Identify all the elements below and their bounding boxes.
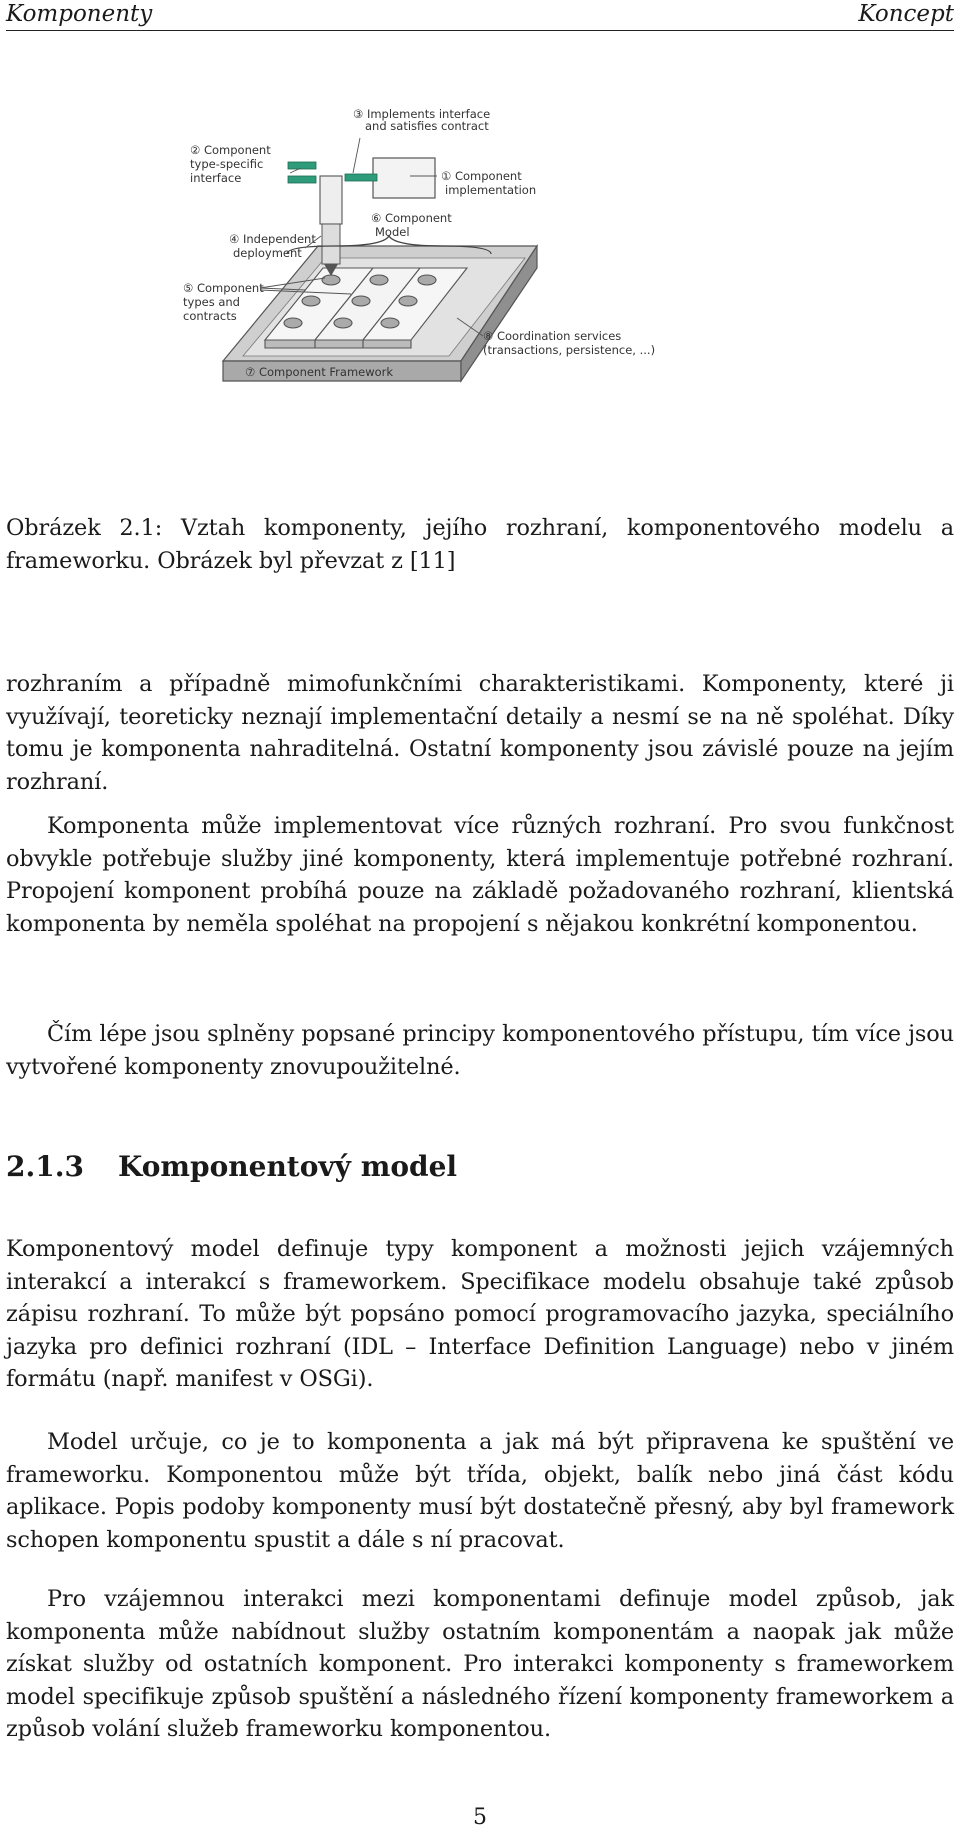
paragraph-5-text: Model určuje, co je to komponenta a jak má být připravena ke spuštění ve frameworku. Komponentou může být třída, objekt, balík nebo jiná část kódu aplikace. Popis podoby komponenty musí být dostatečně přesný, aby byl framework schopen komponentu spustit a dále s ní pracovat. [6,1429,954,1553]
label-3a: ③ Implements interface [353,107,491,121]
svg-text:interface [190,171,241,185]
page-number: 5 [473,1805,487,1830]
svg-text:(transactions, persistence, .. [483,343,655,357]
label-4a: ④ Independent [229,232,316,246]
svg-text:⑧ Coordination services [483,329,621,343]
paragraph-1-text: rozhraním a případně mimofunkčními charakteristikami. Komponenty, které ji využívají, teoreticky neznají implementační detaily a nesmí se na ně spoléhat. Díky tomu je komponenta nahraditelná. Ostatní komponenty jsou závislé pouze na jejím rozhraní. [6,671,954,795]
paragraph-4 [6,1233,954,1396]
paragraph-2 [6,810,954,940]
section-number: 2.1.3 [6,1150,84,1183]
label-1a: ① Component [441,169,522,183]
label-1b: implementation [445,183,537,197]
svg-text:contracts [183,309,237,323]
label-5c: contracts [183,309,237,323]
svg-text:and satisfies contract [365,119,489,133]
label-5b: types and [183,295,240,309]
paragraph-1 [6,668,954,798]
svg-text:types and [183,295,240,309]
svg-text:⑤ Component [183,281,264,295]
paragraph-3 [6,1018,954,1083]
svg-text:Model [375,225,410,239]
figure-caption [6,512,954,577]
svg-text:deployment [233,246,302,260]
label-8a: ⑧ Coordination services [483,329,622,343]
label-2b: type-specific [190,157,264,171]
label-2a: ② Component [190,143,271,157]
section-heading [6,1150,457,1183]
paragraph-3-text: Čím lépe jsou splněny popsané principy komponentového přístupu, tím více jsou vytvořené komponenty znovupoužitelné. [6,1021,954,1080]
label-3b: and satisfies contract [365,119,489,133]
section-title: Komponentový model [118,1150,458,1183]
header-section: Koncept [858,1,954,27]
svg-text:① Component [441,169,522,183]
caption-text: Obrázek 2.1: Vztah komponenty, jejího rozhraní, komponentového modelu a frameworku. Obrázek byl převzat z [11] [6,515,954,574]
label-4b: deployment [233,246,302,260]
label-6a: ⑥ Component [371,211,452,225]
label-2c: interface [190,171,242,185]
svg-text:② Component [190,143,271,157]
svg-text:④ Independent [229,232,316,246]
paragraph-6-text: Pro vzájemnou interakci mezi komponentami definuje model způsob, jak komponenta může nabídnout služby ostatním komponentám a naopak jak může získat služby od ostatních komponent. Pro interakci komponenty s frameworkem model specifikuje způsob spuštění a následného řízení komponenty frameworkem a způsob volání služeb frameworku komponentou. [6,1586,954,1742]
component-model-figure [183,107,750,458]
paragraph-4-text: Komponentový model definuje typy komponent a možnosti jejich vzájemných interakcí a interakcí s frameworkem. Specifikace modelu obsahuje také způsob zápisu rozhraní. To může být popsáno pomocí programovacího jazyka, speciálního jazyka pro definici rozhraní (IDL – Interface Definition Language) nebo v jiném formátu (např. manifest v OSGi). [6,1236,954,1392]
paragraph-2-text: Komponenta může implementovat více různých rozhraní. Pro svou funkčnost obvykle potřebuje služby jiné komponenty, která implementuje potřebné rozhraní. Propojení komponent probíhá pouze na základě požadovaného rozhraní, klientská komponenta by neměla spoléhat na propojení s nějakou konkrétní komponentou. [6,813,954,937]
label-8b: (transactions, persistence, ...) [483,343,656,357]
label-6b: Model [375,225,410,239]
svg-text:type-specific [190,157,263,171]
label-7: ⑦ Component Framework [245,365,394,379]
paragraph-5 [6,1426,954,1556]
paragraph-6 [6,1583,954,1746]
svg-text:⑦ Component Framework [245,365,393,379]
svg-text:⑥ Component [371,211,452,225]
label-5a: ⑤ Component [183,281,264,295]
svg-text:implementation [445,183,536,197]
header-chapter: Komponenty [6,1,153,27]
page-header [6,0,954,31]
